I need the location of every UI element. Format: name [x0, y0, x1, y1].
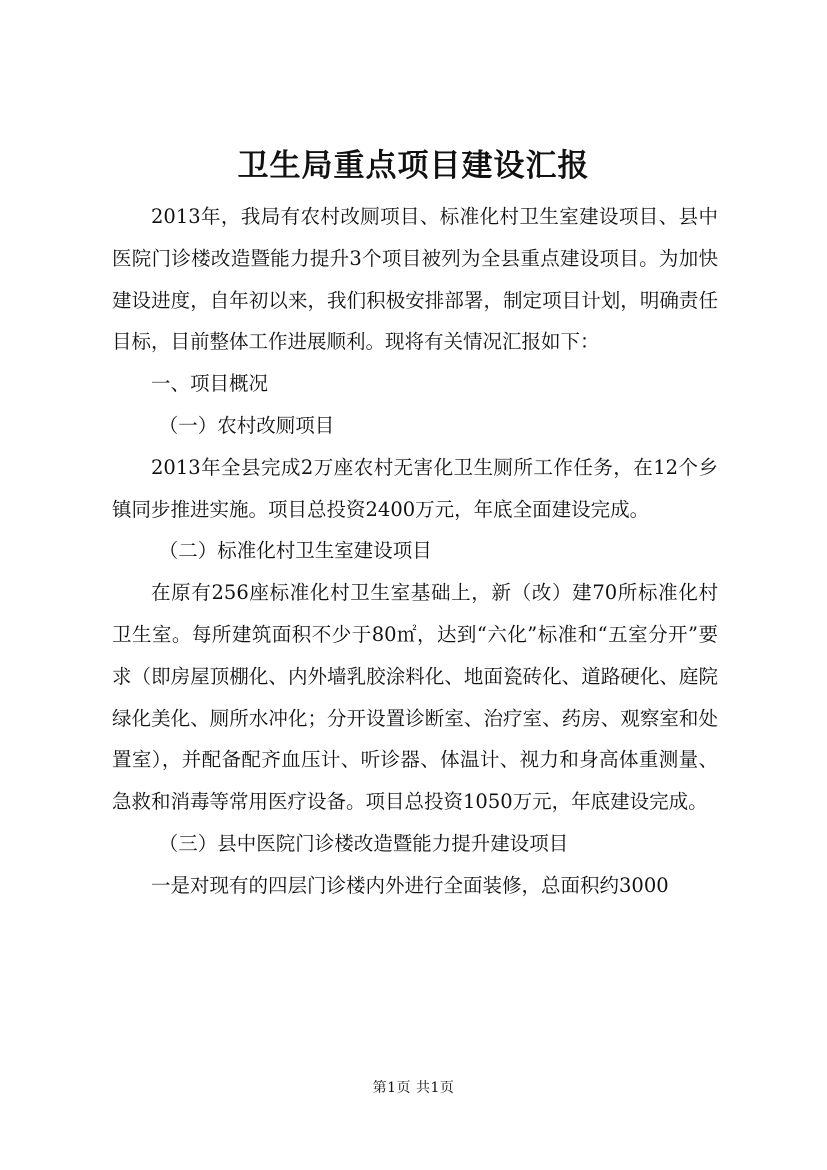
subsection-heading-clinic: （二）标准化村卫生室建设项目	[158, 539, 432, 563]
paragraph-intro: 2013年，我局有农村改厕项目、标准化村卫生室建设项目、县中医院门诊楼改造暨能力提升3个项目被列为全县重点建设项目。为加快建设进度，自年初以来，我们积极安排部署，制定项目计划，明确责任目标，目前整体工作进展顺利。现将有关情况汇报如下：	[112, 205, 718, 354]
paragraph-toilet: 2013年全县完成2万座农村无害化卫生厕所工作任务，在12个乡镇同步推进实施。项目总投资2400万元，年底全面建设完成。	[112, 455, 718, 521]
subsection-heading-hospital: （三）县中医院门诊楼改造暨能力提升建设项目	[158, 831, 569, 855]
paragraph-clinic: 在原有256座标准化村卫生室基础上，新（改）建70所标准化村卫生室。每所建筑面积不少于80㎡，达到“六化”标准和“五室分开”要求（即房屋顶棚化、内外墙乳胶涂料化、地面瓷砖化、道路硬化、庭院绿化美化、厕所水冲化；分开设置诊断室、治疗室、药房、观察室和处置室），并配备配齐血压计、听诊器、体温计、视力和身高体重测量、急救和消毒等常用医疗设备。项目总投资1050万元，年底建设完成。	[112, 581, 718, 814]
page-number-footer: 第1页 共1页	[372, 1080, 455, 1096]
section-heading-overview: 一、项目概况	[151, 372, 269, 396]
subsection-heading-toilet: （一）农村改厕项目	[158, 413, 335, 437]
paragraph-hospital: 一是对现有的四层门诊楼内外进行全面装修，总面积约3000	[151, 873, 669, 897]
document-body	[112, 196, 718, 907]
document-title: 卫生局重点项目建设汇报	[237, 148, 590, 184]
